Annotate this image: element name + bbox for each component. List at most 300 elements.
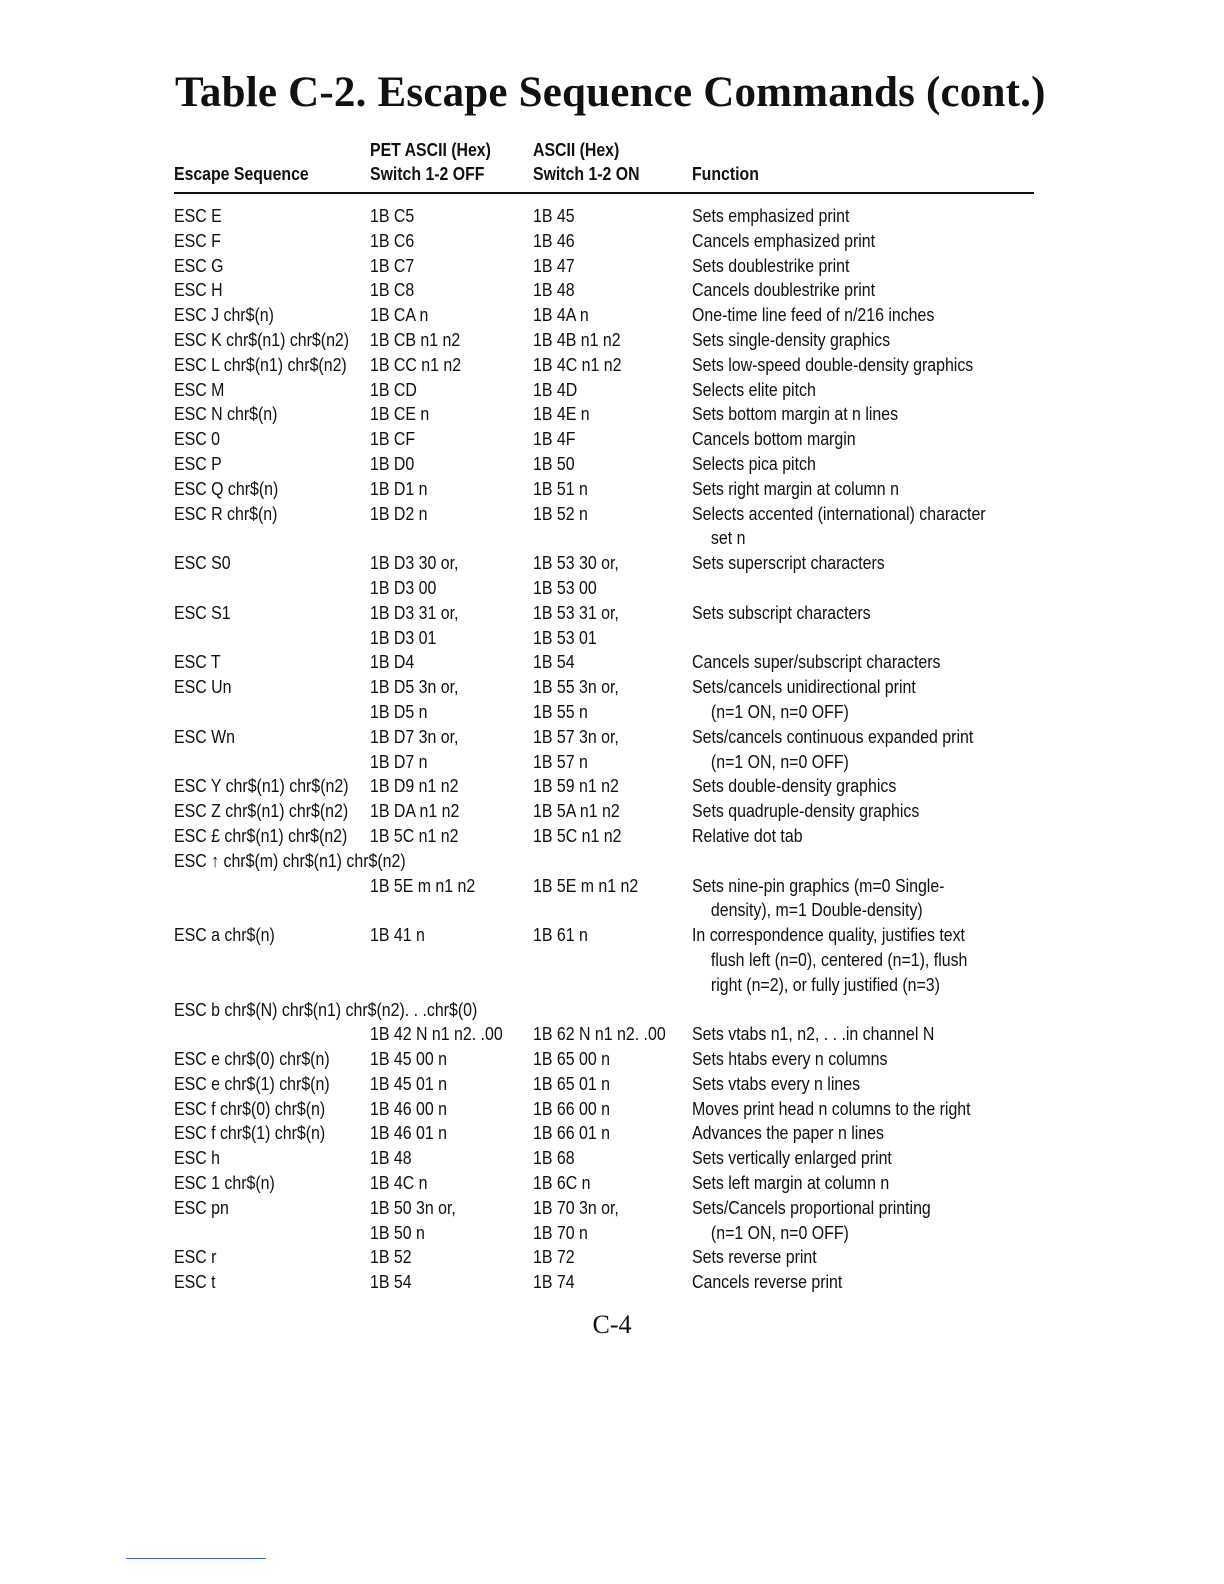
pet-ascii-cell-line: 1B C6 <box>370 229 415 251</box>
escape-sequence-cell <box>174 1121 325 1146</box>
footer-line <box>126 1558 266 1559</box>
function-cell <box>692 1022 1087 1047</box>
pet-ascii-cell <box>370 1022 503 1047</box>
function-line: One-time line feed of n/216 inches <box>692 304 935 326</box>
pet-ascii-cell <box>370 477 427 502</box>
pet-ascii-cell <box>370 725 458 775</box>
pet-ascii-cell <box>370 353 461 378</box>
pet-ascii-cell <box>370 204 414 229</box>
function-cell <box>692 452 1087 477</box>
escape-sequence-cell <box>174 278 223 303</box>
pet-ascii-cell-line: 1B D1 n <box>370 477 428 499</box>
ascii-cell <box>533 1171 590 1196</box>
ascii-cell-line: 1B 62 N n1 n2. .00 <box>533 1023 666 1045</box>
function-line: Relative dot tab <box>692 824 803 846</box>
function-cell <box>692 328 1087 353</box>
pet-ascii-cell-line: 1B C8 <box>370 279 415 301</box>
function-line: Sets doublestrike print <box>692 254 850 276</box>
table-row <box>174 1146 1034 1171</box>
function-line: Sets reverse print <box>692 1246 817 1268</box>
pet-ascii-cell <box>370 328 460 353</box>
escape-sequence-cell <box>174 229 221 254</box>
ascii-cell-line: 1B 53 01 <box>533 626 597 648</box>
function-line: Cancels reverse print <box>692 1271 843 1293</box>
escape-sequence-text: ESC S1 <box>174 601 231 623</box>
ascii-cell-line: 1B 61 n <box>533 924 588 946</box>
table-row <box>174 1047 1034 1072</box>
ascii-cell-line: 1B 45 <box>533 205 575 226</box>
ascii-cell-line: 1B 48 <box>533 279 575 301</box>
ascii-cell-line: 1B 4E n <box>533 403 590 425</box>
table-row <box>174 229 1034 254</box>
table-row <box>174 725 1034 775</box>
table-row <box>174 353 1034 378</box>
ascii-cell <box>533 402 590 427</box>
escape-sequence-text: ESC Un <box>174 676 232 698</box>
ascii-cell <box>533 427 575 452</box>
table-row <box>174 1171 1034 1196</box>
ascii-cell <box>533 1072 610 1097</box>
function-cell <box>692 1047 1087 1072</box>
table-row <box>174 1270 1034 1295</box>
ascii-cell-line: 1B 53 30 or, <box>533 552 619 574</box>
escape-sequence-text: ESC f chr$(1) chr$(n) <box>174 1122 326 1144</box>
escape-sequence-cell <box>174 402 277 427</box>
table-row <box>174 799 1034 824</box>
ascii-cell-line: 1B 4B n1 n2 <box>533 328 621 350</box>
escape-sequence-cell <box>174 849 406 874</box>
escape-sequence-text: ESC H <box>174 279 223 301</box>
escape-sequence-text: ESC e chr$(1) chr$(n) <box>174 1072 330 1094</box>
pet-ascii-cell <box>370 303 428 328</box>
table-row <box>174 303 1034 328</box>
escape-sequence-cell <box>174 1171 275 1196</box>
pet-ascii-cell <box>370 675 458 725</box>
function-line: Cancels bottom margin <box>692 428 856 450</box>
table-header <box>174 140 1034 192</box>
ascii-cell <box>533 551 619 601</box>
pet-ascii-cell <box>370 1072 447 1097</box>
ascii-cell <box>533 477 588 502</box>
ascii-cell-line: 1B 50 <box>533 452 575 474</box>
pet-ascii-cell-line: 1B 41 n <box>370 924 425 946</box>
escape-sequence-cell <box>174 1270 216 1295</box>
function-line: Sets left margin at column n <box>692 1172 890 1194</box>
function-cell <box>692 1072 1087 1097</box>
function-cell <box>692 502 1087 552</box>
ascii-cell <box>533 1047 610 1072</box>
function-line: density), m=1 Double-density) <box>710 899 923 921</box>
table-row <box>174 328 1034 353</box>
ascii-cell-line: 1B 46 <box>533 229 575 251</box>
escape-sequence-cell <box>174 452 222 477</box>
function-cell <box>692 1121 1087 1146</box>
pet-ascii-cell <box>370 427 415 452</box>
ascii-cell-line: 1B 6C n <box>533 1172 591 1194</box>
function-cell <box>692 378 1087 403</box>
function-line: Sets quadruple-density graphics <box>692 800 920 822</box>
escape-sequence-cell <box>174 254 224 279</box>
function-cell <box>692 1097 1087 1122</box>
escape-sequence-cell <box>174 353 347 378</box>
table-row <box>174 502 1034 552</box>
function-cell <box>692 303 1087 328</box>
table-row <box>174 650 1034 675</box>
table-row <box>174 1245 1034 1270</box>
escape-sequence-cell <box>174 303 274 328</box>
header-ascii: ASCII (Hex) Switch 1-2 ON <box>533 140 640 184</box>
header-pet-ascii: PET ASCII (Hex) Switch 1-2 OFF <box>370 140 491 184</box>
ascii-cell <box>533 601 619 651</box>
escape-sequence-cell <box>174 601 231 626</box>
escape-sequence-text: ESC M <box>174 378 225 400</box>
function-line: (n=1 ON, n=0 OFF) <box>710 700 849 722</box>
table-row <box>174 1022 1034 1047</box>
pet-ascii-cell-line: 1B D2 n <box>370 502 428 524</box>
pet-ascii-cell-line: 1B 48 <box>370 1147 412 1169</box>
function-cell <box>692 774 1087 799</box>
escape-sequence-text: ESC h <box>174 1147 220 1169</box>
escape-sequence-text: ESC Wn <box>174 725 236 747</box>
ascii-cell <box>533 328 621 353</box>
function-line: Sets emphasized print <box>692 205 850 226</box>
escape-sequence-text: ESC 0 <box>174 428 220 450</box>
pet-ascii-cell-line: 1B 4C n <box>370 1172 428 1194</box>
function-line: Sets double-density graphics <box>692 775 897 797</box>
table-row <box>174 1121 1034 1146</box>
header-rule <box>174 192 1034 194</box>
ascii-cell-line: 1B 53 31 or, <box>533 601 619 623</box>
ascii-cell-line: 1B 68 <box>533 1147 575 1169</box>
escape-sequence-text: ESC S0 <box>174 552 231 574</box>
ascii-cell <box>533 254 575 279</box>
escape-sequence-text: ESC ↑ chr$(m) chr$(n1) chr$(n2) <box>174 849 406 871</box>
function-line: Sets low-speed double-density graphics <box>692 353 974 375</box>
function-cell <box>692 650 1087 675</box>
pet-ascii-cell <box>370 1146 412 1171</box>
function-line: Sets vtabs n1, n2, . . .in channel N <box>692 1023 935 1045</box>
ascii-cell-line: 1B 70 n <box>533 1221 588 1243</box>
pet-ascii-cell-line: 1B 46 00 n <box>370 1097 447 1119</box>
function-cell <box>692 1245 1087 1270</box>
escape-sequence-text: ESC b chr$(N) chr$(n1) chr$(n2). . .chr$(0) <box>174 998 478 1020</box>
pet-ascii-cell-line: 1B 50 n <box>370 1221 425 1243</box>
ascii-cell <box>533 353 621 378</box>
ascii-cell-line: 1B 54 <box>533 651 575 673</box>
escape-sequence-cell <box>174 328 349 353</box>
pet-ascii-cell-line: 1B CB n1 n2 <box>370 328 461 350</box>
pet-ascii-cell <box>370 1121 447 1146</box>
pet-ascii-cell <box>370 874 475 899</box>
function-cell <box>692 204 1087 229</box>
function-cell <box>692 923 1087 997</box>
escape-sequence-cell <box>174 427 220 452</box>
escape-sequence-cell <box>174 378 224 403</box>
ascii-cell <box>533 303 589 328</box>
pet-ascii-cell <box>370 774 458 799</box>
ascii-cell <box>533 1097 610 1122</box>
escape-sequence-text: ESC a chr$(n) <box>174 924 275 946</box>
function-cell <box>692 551 1087 576</box>
pet-ascii-cell-line: 1B C7 <box>370 254 415 276</box>
function-line: Moves print head n columns to the right <box>692 1097 971 1119</box>
pet-ascii-cell <box>370 1171 427 1196</box>
pet-ascii-cell <box>370 378 417 403</box>
ascii-cell-line: 1B 57 n <box>533 750 588 772</box>
function-cell <box>692 229 1087 254</box>
function-line: Sets/cancels unidirectional print <box>692 676 916 698</box>
function-cell <box>692 353 1087 378</box>
escape-sequence-cell <box>174 502 277 527</box>
ascii-cell-line: 1B 65 00 n <box>533 1048 610 1070</box>
pet-ascii-cell <box>370 1270 412 1295</box>
ascii-cell <box>533 229 575 254</box>
ascii-cell-line: 1B 72 <box>533 1246 575 1268</box>
escape-sequence-text: ESC E <box>174 205 222 226</box>
table-row <box>174 551 1034 601</box>
function-line: Sets single-density graphics <box>692 328 891 350</box>
pet-ascii-cell-line: 1B CE n <box>370 403 430 425</box>
function-line: Advances the paper n lines <box>692 1122 884 1144</box>
escape-sequence-text: ESC Y chr$(n1) chr$(n2) <box>174 775 349 797</box>
function-line: Sets right margin at column n <box>692 477 899 499</box>
pet-ascii-cell <box>370 824 458 849</box>
function-line: (n=1 ON, n=0 OFF) <box>710 1221 849 1243</box>
escape-sequence-text: ESC Q chr$(n) <box>174 477 279 499</box>
escape-sequence-cell <box>174 774 348 799</box>
ascii-cell <box>533 1245 575 1270</box>
table-row <box>174 923 1034 997</box>
function-cell <box>692 1146 1087 1171</box>
escape-sequence-cell <box>174 477 278 502</box>
function-line: Cancels doublestrike print <box>692 279 876 301</box>
function-line: In correspondence quality, justifies text <box>692 924 965 946</box>
function-line: Selects elite pitch <box>692 378 816 400</box>
pet-ascii-cell <box>370 650 414 675</box>
header-function: Function <box>692 164 759 184</box>
function-line: Sets/Cancels proportional printing <box>692 1196 931 1218</box>
table-row <box>174 402 1034 427</box>
table-row <box>174 824 1034 849</box>
pet-ascii-cell <box>370 1196 456 1246</box>
pet-ascii-cell <box>370 601 458 651</box>
pet-ascii-cell-line: 1B CD <box>370 378 417 400</box>
ascii-cell <box>533 204 575 229</box>
ascii-cell-line: 1B 52 n <box>533 502 588 524</box>
escape-sequence-cell <box>174 1245 216 1270</box>
table-row <box>174 477 1034 502</box>
pet-ascii-cell-line: 1B 50 3n or, <box>370 1196 456 1218</box>
ascii-cell-line: 1B 51 n <box>533 477 588 499</box>
function-line: Sets subscript characters <box>692 601 871 623</box>
function-cell <box>692 427 1087 452</box>
table-row <box>174 675 1034 725</box>
table-row <box>174 1072 1034 1097</box>
ascii-cell-line: 1B 70 3n or, <box>533 1196 619 1218</box>
function-cell <box>692 1171 1087 1196</box>
function-cell <box>692 824 1087 849</box>
page-number: C-4 <box>592 1310 632 1339</box>
ascii-cell-line: 1B 55 3n or, <box>533 676 619 698</box>
table-row <box>174 254 1034 279</box>
ascii-cell <box>533 824 621 849</box>
function-line: set n <box>710 527 746 549</box>
function-line: right (n=2), or fully justified (n=3) <box>710 973 940 995</box>
escape-sequence-text: ESC Z chr$(n1) chr$(n2) <box>174 800 349 822</box>
function-cell <box>692 1270 1087 1295</box>
escape-sequence-table <box>174 140 1034 1295</box>
ascii-cell <box>533 278 575 303</box>
ascii-cell-line: 1B 55 n <box>533 700 588 722</box>
ascii-cell <box>533 650 575 675</box>
escape-sequence-text: ESC t <box>174 1271 216 1293</box>
pet-ascii-cell <box>370 402 429 427</box>
pet-ascii-cell <box>370 1097 447 1122</box>
ascii-cell-line: 1B 4D <box>533 378 578 400</box>
function-cell <box>692 278 1087 303</box>
pet-ascii-cell-line: 1B D0 <box>370 452 415 474</box>
table-row <box>174 278 1034 303</box>
escape-sequence-text: ESC 1 chr$(n) <box>174 1172 275 1194</box>
table-row <box>174 601 1034 651</box>
function-line: Sets superscript characters <box>692 552 885 574</box>
table-row <box>174 204 1034 229</box>
escape-sequence-cell <box>174 799 348 824</box>
pet-ascii-cell-line: 1B 45 00 n <box>370 1048 447 1070</box>
function-line: Sets/cancels continuous expanded print <box>692 725 974 747</box>
escape-sequence-cell <box>174 1072 330 1097</box>
function-cell <box>692 874 1087 924</box>
pet-ascii-cell-line: 1B DA n1 n2 <box>370 800 460 822</box>
pet-ascii-cell-line: 1B D4 <box>370 651 415 673</box>
pet-ascii-cell-line: 1B 54 <box>370 1271 412 1293</box>
escape-sequence-text: ESC L chr$(n1) chr$(n2) <box>174 353 347 375</box>
pet-ascii-cell <box>370 229 414 254</box>
ascii-cell <box>533 923 588 948</box>
ascii-cell <box>533 1121 610 1146</box>
ascii-cell-line: 1B 4A n <box>533 304 589 326</box>
ascii-cell-line: 1B 5E m n1 n2 <box>533 874 639 896</box>
pet-ascii-cell <box>370 502 427 527</box>
pet-ascii-cell-line: 1B 5E m n1 n2 <box>370 874 476 896</box>
table-row <box>174 998 1034 1023</box>
table-row <box>174 427 1034 452</box>
ascii-cell-line: 1B 53 00 <box>533 576 597 598</box>
ascii-cell <box>533 1196 619 1246</box>
escape-sequence-cell <box>174 998 477 1023</box>
pet-ascii-cell-line: 1B D3 00 <box>370 576 437 598</box>
ascii-cell <box>533 675 619 725</box>
escape-sequence-text: ESC r <box>174 1246 217 1268</box>
ascii-cell <box>533 799 620 824</box>
escape-sequence-text: ESC pn <box>174 1196 229 1218</box>
escape-sequence-text: ESC F <box>174 229 221 251</box>
function-line: Sets htabs every n columns <box>692 1048 888 1070</box>
escape-sequence-text: ESC P <box>174 452 222 474</box>
pet-ascii-cell <box>370 1245 412 1270</box>
pet-ascii-cell-line: 1B D7 n <box>370 750 428 772</box>
pet-ascii-cell <box>370 278 414 303</box>
pet-ascii-cell-line: 1B 52 <box>370 1246 412 1268</box>
table-row <box>174 849 1034 874</box>
header-escape-sequence: Escape Sequence <box>174 164 309 184</box>
function-line: Sets bottom margin at n lines <box>692 403 899 425</box>
escape-sequence-cell <box>174 1146 220 1171</box>
pet-ascii-cell <box>370 1047 447 1072</box>
pet-ascii-cell-line: 1B 46 01 n <box>370 1122 447 1144</box>
function-line: Sets nine-pin graphics (m=0 Single- <box>692 874 945 896</box>
ascii-cell <box>533 1022 666 1047</box>
function-line: Cancels emphasized print <box>692 229 876 251</box>
pet-ascii-cell-line: 1B D5 n <box>370 700 428 722</box>
function-cell <box>692 402 1087 427</box>
escape-sequence-text: ESC f chr$(0) chr$(n) <box>174 1097 326 1119</box>
ascii-cell <box>533 774 619 799</box>
function-cell <box>692 1196 1087 1246</box>
ascii-cell-line: 1B 4C n1 n2 <box>533 353 622 375</box>
escape-sequence-text: ESC e chr$(0) chr$(n) <box>174 1048 330 1070</box>
ascii-cell <box>533 378 577 403</box>
function-cell <box>692 675 1087 725</box>
escape-sequence-cell <box>174 675 231 700</box>
ascii-cell <box>533 874 638 899</box>
ascii-cell-line: 1B 66 00 n <box>533 1097 610 1119</box>
escape-sequence-cell <box>174 204 222 229</box>
pet-ascii-cell-line: 1B CA n <box>370 304 429 326</box>
function-line: Selects accented (international) character <box>692 502 986 524</box>
ascii-cell-line: 1B 5A n1 n2 <box>533 800 620 822</box>
function-cell <box>692 601 1087 626</box>
pet-ascii-cell <box>370 254 414 279</box>
table-row <box>174 1097 1034 1122</box>
escape-sequence-text: ESC T <box>174 651 221 673</box>
function-line: (n=1 ON, n=0 OFF) <box>710 750 849 772</box>
ascii-cell-line: 1B 65 01 n <box>533 1072 610 1094</box>
pet-ascii-cell-line: 1B D3 01 <box>370 626 437 648</box>
table-row <box>174 874 1034 924</box>
pet-ascii-cell-line: 1B 45 01 n <box>370 1072 447 1094</box>
ascii-cell <box>533 725 619 775</box>
pet-ascii-cell-line: 1B 5C n1 n2 <box>370 824 459 846</box>
ascii-cell <box>533 452 575 477</box>
pet-ascii-cell-line: 1B D5 3n or, <box>370 676 459 698</box>
table-row <box>174 452 1034 477</box>
table-body <box>174 204 1034 1295</box>
ascii-cell-line: 1B 74 <box>533 1271 575 1293</box>
ascii-cell-line: 1B 4F <box>533 428 576 450</box>
pet-ascii-cell <box>370 799 459 824</box>
escape-sequence-cell <box>174 551 231 576</box>
pet-ascii-cell-line: 1B D3 31 or, <box>370 601 459 623</box>
function-cell <box>692 725 1087 775</box>
function-line: Selects pica pitch <box>692 452 816 474</box>
pet-ascii-cell-line: 1B CC n1 n2 <box>370 353 462 375</box>
function-line: Sets vtabs every n lines <box>692 1072 861 1094</box>
escape-sequence-cell <box>174 923 275 948</box>
ascii-cell <box>533 502 588 527</box>
ascii-cell-line: 1B 57 3n or, <box>533 725 619 747</box>
page-title: Table C-2. Escape Sequence Commands (cont.) <box>175 69 1046 116</box>
escape-sequence-cell <box>174 725 235 750</box>
escape-sequence-text: ESC J chr$(n) <box>174 304 274 326</box>
table-row <box>174 378 1034 403</box>
function-cell <box>692 477 1087 502</box>
ascii-cell-line: 1B 47 <box>533 254 575 276</box>
escape-sequence-text: ESC R chr$(n) <box>174 502 278 524</box>
pet-ascii-cell-line: 1B D9 n1 n2 <box>370 775 459 797</box>
ascii-cell <box>533 1270 575 1295</box>
escape-sequence-cell <box>174 1047 330 1072</box>
